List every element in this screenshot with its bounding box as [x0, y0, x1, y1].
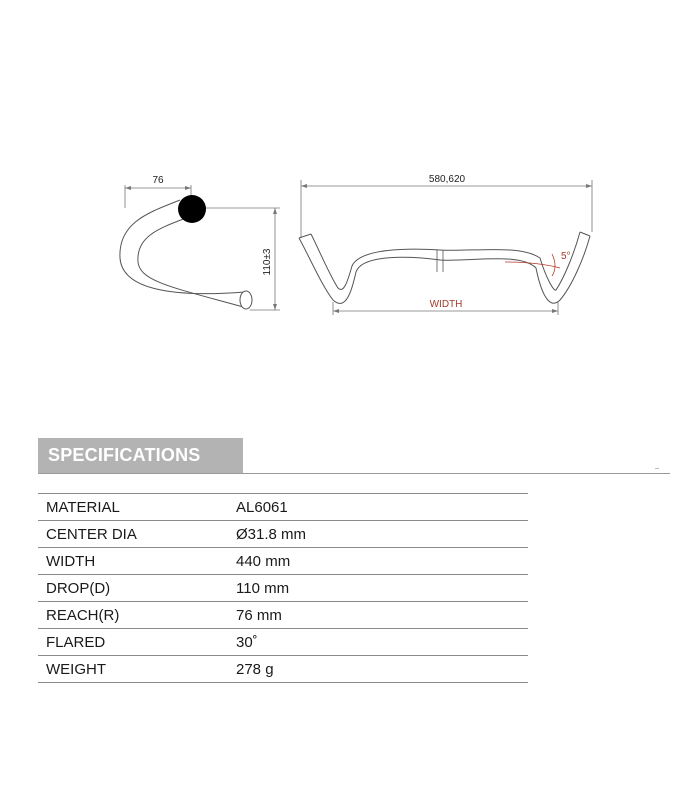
specifications-header [38, 438, 243, 474]
spec-value: 30˚ [236, 629, 528, 656]
spec-value: 440 mm [236, 548, 528, 575]
width-label: WIDTH [429, 299, 463, 310]
width-dimension [301, 180, 592, 238]
table-row [38, 494, 528, 521]
reach-dimension-label: 76 [152, 175, 164, 186]
specifications-table [38, 493, 528, 683]
spec-label: DROP(D) [38, 575, 236, 602]
spec-label: WEIGHT [38, 656, 236, 683]
spec-label: WIDTH [38, 548, 236, 575]
spec-value: 278 g [236, 656, 528, 683]
table-row [38, 656, 528, 683]
spec-label: REACH(R) [38, 602, 236, 629]
specifications-title: SPECIFICATIONS [48, 445, 201, 465]
width-dimension-label: 580,620 [428, 174, 466, 185]
spec-value: 76 mm [236, 602, 528, 629]
spec-value: 110 mm [236, 575, 528, 602]
spec-label: FLARED [38, 629, 236, 656]
header-divider-mark [655, 468, 659, 469]
table-row [38, 629, 528, 656]
header-divider [38, 473, 670, 474]
spec-value: Ø31.8 mm [236, 521, 528, 548]
side-view-drawing [120, 175, 280, 310]
table-row [38, 602, 528, 629]
spec-value: AL6061 [236, 494, 528, 521]
stem-clamp-circle [178, 195, 206, 223]
front-view-drawing [299, 174, 592, 315]
flare-angle-label: 5° [561, 251, 571, 262]
spec-label: MATERIAL [38, 494, 236, 521]
spec-label: CENTER DIA [38, 521, 236, 548]
table-row [38, 548, 528, 575]
table-row [38, 521, 528, 548]
table-row [38, 575, 528, 602]
drop-dimension-label: 110±3 [262, 248, 273, 276]
